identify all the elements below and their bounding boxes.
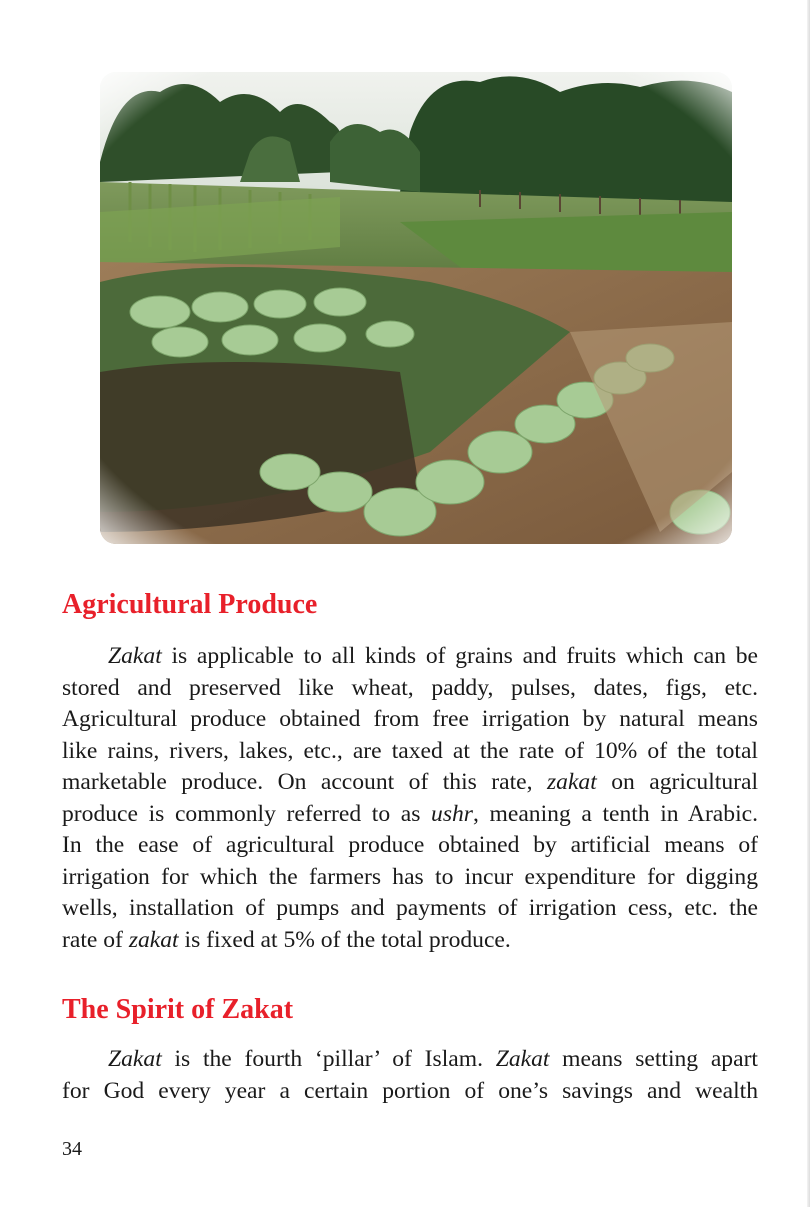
paragraph-agricultural-produce [62,641,758,956]
paragraph-spirit-of-zakat [62,1044,758,1107]
paragraph-line: In the ease of agricultural produce obtained by artificial means of [62,832,758,858]
paragraph-line: Zakat is the fourth ‘pillar’ of Islam. Zakat means setting apart [108,1046,758,1072]
paragraph-line: produce is commonly referred to as ushr, meaning a tenth in Arabic. [62,800,759,827]
vegetable-garden-illustration [100,72,732,544]
paragraph-line: like rains, rivers, lakes, etc., are taxed at the rate of 10% of the total [62,737,758,764]
section-heading-spirit-of-zakat: The Spirit of Zakat [62,994,294,1025]
section-heading-agricultural-produce: Agricultural Produce [62,589,318,620]
page-number: 34 [62,1138,82,1160]
paragraph-line: rate of zakat is fixed at 5% of the total produce. [62,926,511,953]
paragraph-line: wells, installation of pumps and payments of irrigation cess, etc. the [62,895,758,921]
paragraph-line: marketable produce. On account of this rate, zakat on agricultural [62,769,758,795]
vegetable-garden-photo [100,72,732,544]
paragraph-line: Agricultural produce obtained from free irrigation by natural means [62,706,758,732]
paragraph-line: Zakat is applicable to all kinds of grains and fruits which can be [108,643,758,669]
paragraph-line: stored and preserved like wheat, paddy, pulses, dates, figs, etc. [62,674,758,701]
paragraph-line: irrigation for which the farmers has to incur expenditure for digging [62,863,758,890]
paragraph-line: for God every year a certain portion of one’s savings and wealth [62,1077,758,1104]
